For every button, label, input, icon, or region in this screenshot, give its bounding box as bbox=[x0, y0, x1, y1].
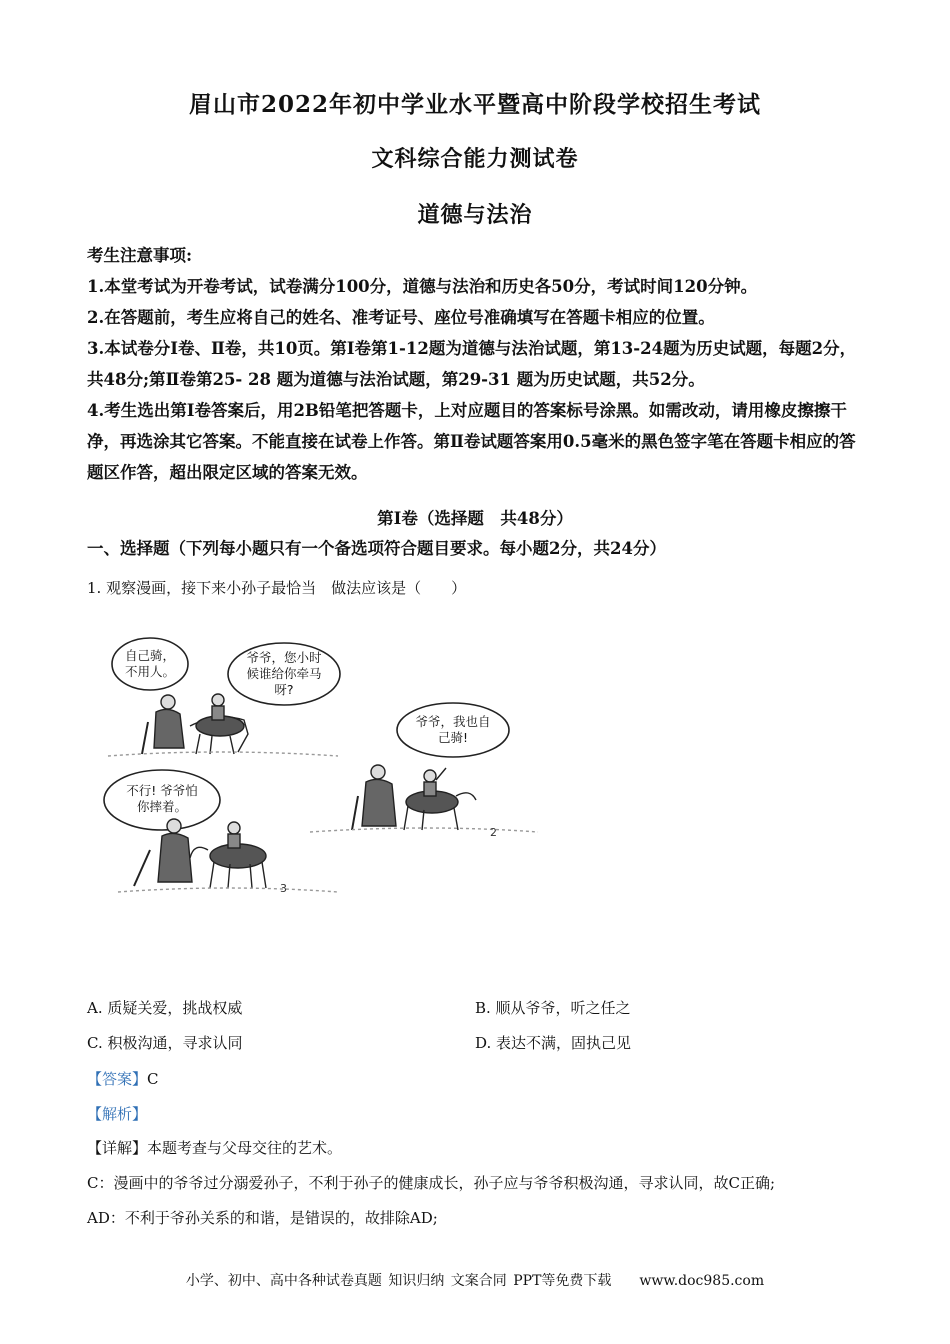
part-1-heading: 第Ⅰ卷（选择题 共48分） bbox=[377, 509, 573, 528]
bubble-2-line-2: 候谁给你牵马 bbox=[246, 666, 322, 681]
option-d: D. 表达不满，固执己见 bbox=[475, 1034, 632, 1052]
bubble-3-line-1: 爷爷，我也自 bbox=[415, 714, 491, 729]
exam-title: 眉山市2022年初中学业水平暨高中阶段学校招生考试 bbox=[188, 91, 761, 118]
answer-line bbox=[87, 1068, 159, 1089]
answer-value: C bbox=[147, 1070, 159, 1088]
footer-text: 小学、初中、高中各种试卷真题 知识归纳 文案合同 PPT等免费下载 www.doc985.com bbox=[185, 1273, 765, 1289]
notes-item-1: 1.本堂考试为开卷考试，试卷满分100分，道德与法治和历史各50分，考试时间120分钟。 bbox=[87, 277, 758, 296]
panel-3-number: 3 bbox=[280, 882, 287, 895]
bubble-4-line-2: 你摔着。 bbox=[136, 799, 188, 814]
choice-section-heading: 一、选择题（下列每小题只有一个备选项符合题目要求。每小题2分，共24分） bbox=[87, 539, 666, 558]
bubble-3-line-2: 己骑! bbox=[437, 730, 469, 745]
notes-item-3: 3.本试卷分Ⅰ卷、Ⅱ卷，共10页。第Ⅰ卷第1-12题为道德与法治试题，第13-24题为历史试题，每题2分，共48分;第Ⅱ卷第25- 28 题为道德与法治试题，第29-31 题为历史试题，共52分。 bbox=[87, 339, 857, 389]
bubble-4-line-1: 不行! 爷爷怕 bbox=[126, 783, 198, 798]
option-a: A. 质疑关爱，挑战权威 bbox=[87, 999, 243, 1017]
option-c: C. 积极沟通，寻求认同 bbox=[87, 1034, 243, 1052]
analysis-line bbox=[87, 1103, 147, 1124]
comic-illustration bbox=[98, 630, 558, 920]
option-c-explanation: C：漫画中的爷爷过分溺爱孙子，不利于孙子的健康成长，孙子应与爷爷积极沟通，寻求认同，故C正确; bbox=[87, 1174, 776, 1192]
bubble-2-line-1: 爷爷，您小时 bbox=[246, 650, 322, 665]
panel-2-figures bbox=[310, 765, 538, 839]
bubble-1-line-2: 不用人。 bbox=[124, 664, 176, 679]
option-b: B. 顺从爷爷，听之任之 bbox=[475, 999, 631, 1017]
panel-3-figures bbox=[118, 819, 338, 895]
option-ad-explanation: AD：不利于爷孙关系的和谐，是错误的，故排除AD; bbox=[87, 1209, 438, 1227]
notes-item-4: 4.考生选出第Ⅰ卷答案后，用2B铅笔把答题卡，上对应题目的答案标号涂黑。如需改动，请用橡皮擦擦干净，再选涂其它答案。不能直接在试卷上作答。第Ⅱ卷试题答案用0.5毫米的黑色签字笔在答题卡相应的答题区作答，超出限定区域的答案无效。 bbox=[87, 401, 856, 482]
detail-line: 【详解】本题考查与父母交往的艺术。 bbox=[87, 1139, 343, 1157]
bubble-2-line-3: 呀? bbox=[274, 682, 294, 697]
panel-2-number: 2 bbox=[490, 826, 497, 839]
question-1-stem: 1. 观察漫画，接下来小孙子最恰当 做法应该是（ ） bbox=[87, 579, 467, 597]
analysis-tag: 【解析】 bbox=[87, 1105, 148, 1123]
notes-item-2: 2.在答题前，考生应将自己的姓名、准考证号、座位号准确填写在答题卡相应的位置。 bbox=[87, 308, 715, 327]
answer-tag: 【答案】 bbox=[87, 1070, 148, 1088]
bubble-1-line-1: 自己骑， bbox=[124, 648, 176, 663]
exam-subtitle: 文科综合能力测试卷 bbox=[371, 146, 579, 172]
exam-notes bbox=[87, 240, 867, 488]
subject-title: 道德与法治 bbox=[417, 202, 533, 228]
notes-heading: 考生注意事项: bbox=[87, 246, 193, 265]
